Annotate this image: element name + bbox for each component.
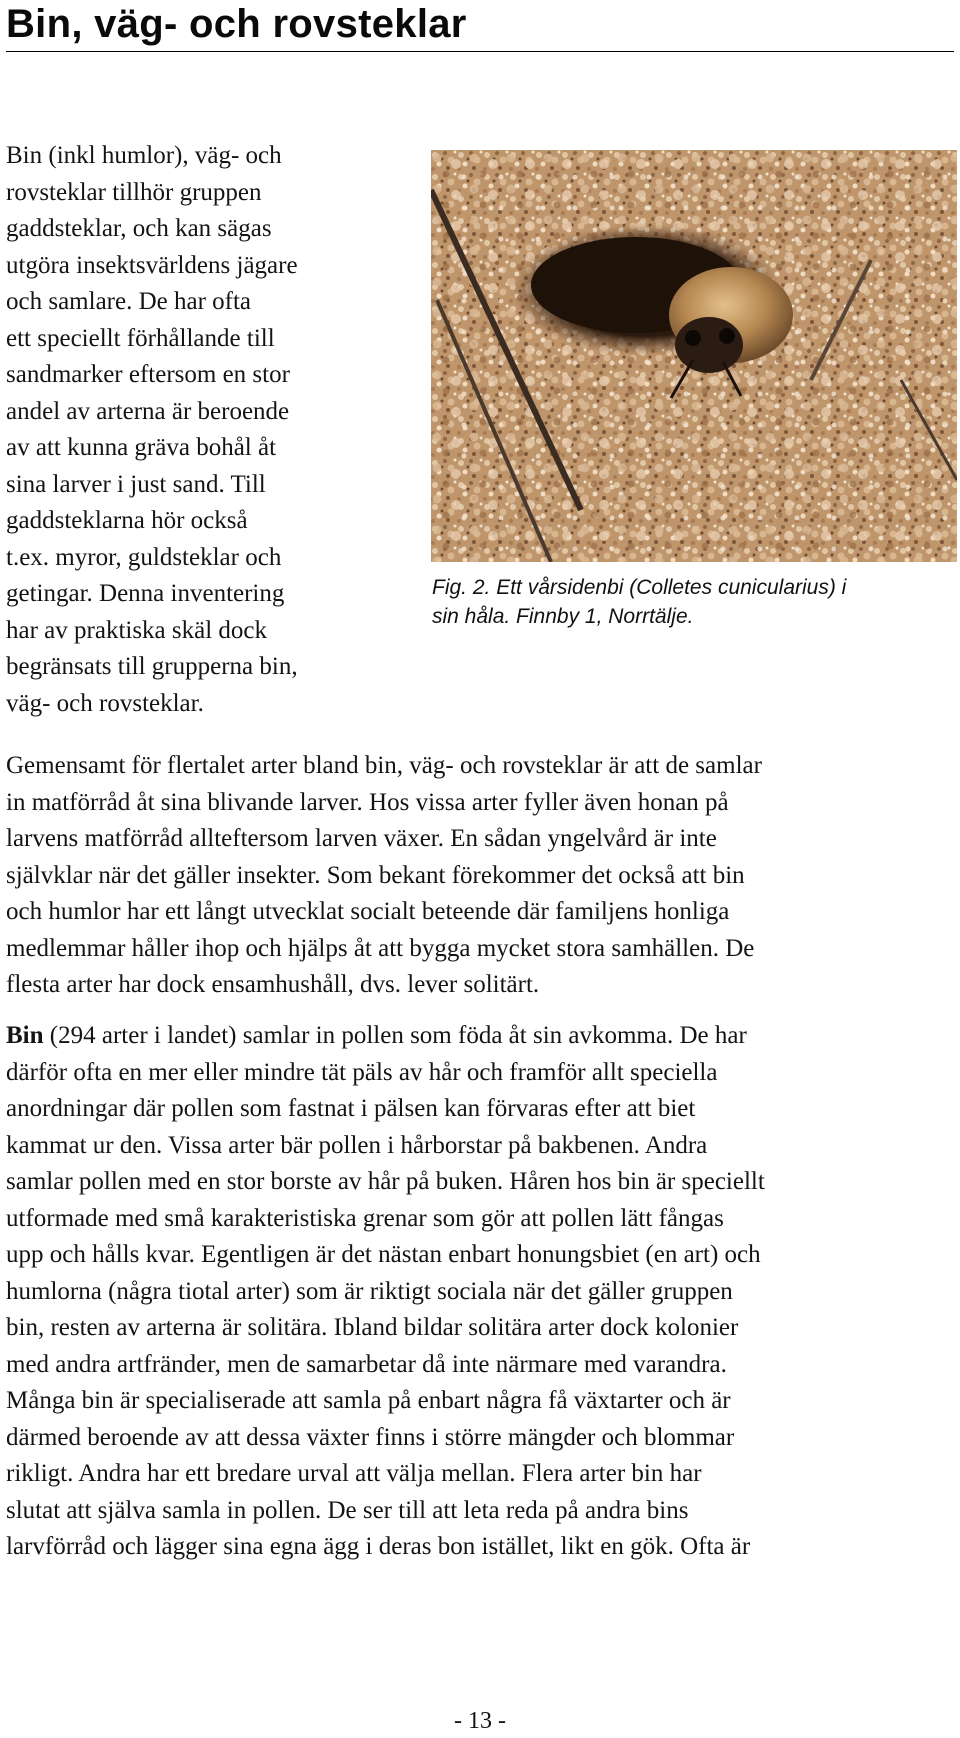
text-line: larvförråd och lägger sina egna ägg i deras bon istället, likt en gök. Ofta är	[6, 1533, 751, 1560]
page-number: - 13 -	[454, 1708, 506, 1734]
text-line: med andra artfränder, men de samarbetar då inte närmare med varandra.	[6, 1350, 727, 1378]
text-line: utformade med små karakteristiska grenar som gör att pollen lätt fångas	[6, 1204, 724, 1232]
text-line: larvens matförråd allteftersom larven växer. En sådan yngelvård är inte	[6, 825, 717, 852]
text-line: rikligt. Andra har ett bredare urval att välja mellan. Flera arter bin har	[6, 1460, 702, 1487]
caption-line: sin håla. Finnby 1, Norrtälje.	[432, 605, 694, 628]
text-line: samlar pollen med en stor borste av hår på buken. Håren hos bin är speciellt	[6, 1168, 765, 1195]
text-line: getingar. Denna inventering	[6, 580, 285, 607]
bee-photo	[431, 150, 957, 562]
text-line: sina larver i just sand. Till	[6, 470, 266, 498]
text-line: utgöra insektsvärldens jägare	[6, 251, 298, 279]
text-line: ett speciellt förhållande till	[6, 324, 275, 352]
bold-term: Bin	[6, 1022, 44, 1049]
text-line: Gemensamt för flertalet arter bland bin, väg- och rovsteklar är att de samlar	[6, 752, 762, 779]
text-line: andel av arterna är beroende	[6, 397, 290, 425]
text-line: sandmarker eftersom en stor	[6, 361, 290, 388]
text-line: humlorna (några tiotal arter) som är riktigt sociala när det gäller gruppen	[6, 1277, 733, 1305]
text-line: därför ofta en mer eller mindre tät päls av hår och framför allt speciella	[6, 1058, 718, 1086]
text-line: begränsats till grupperna bin,	[6, 653, 298, 680]
text-line: gaddsteklarna hör också	[6, 507, 248, 534]
text-line: upp och hålls kvar. Egentligen är det nästan enbart honungsbiet (en art) och	[6, 1241, 761, 1268]
text-line: in matförråd åt sina blivande larver. Hos vissa arter fyller även honan på	[6, 788, 729, 816]
text-line: har av praktiska skäl dock	[6, 616, 268, 644]
text-line: rovsteklar tillhör gruppen	[6, 178, 262, 206]
text-line: t.ex. myror, guldsteklar och	[6, 543, 282, 571]
text-line	[6, 1018, 954, 1055]
figure-caption	[432, 573, 958, 631]
text-line: flesta arter har dock ensamhushåll, dvs. lever solitärt.	[6, 971, 540, 998]
text-line: anordningar där pollen som fastnat i pälsen kan förvaras efter att biet	[6, 1095, 696, 1122]
paragraph-common-traits	[6, 748, 954, 1004]
intro-text	[6, 138, 406, 722]
text-line: självklar när det gäller insekter. Som bekant förekommer det också att bin	[6, 861, 745, 889]
text-fragment: (294 arter i landet) samlar in pollen som föda åt sin avkomma. De har	[43, 1022, 747, 1049]
paragraph-bees	[6, 1018, 954, 1566]
caption-line: Fig. 2. Ett vårsidenbi (Colletes cunicularius) i	[432, 576, 847, 599]
text-line: därmed beroende av att dessa växter finns i större mängder och blommar	[6, 1423, 735, 1451]
page-title: Bin, väg- och rovsteklar	[6, 2, 467, 46]
text-line: Bin (inkl humlor), väg- och	[6, 142, 282, 169]
title-divider	[6, 51, 954, 52]
text-line: väg- och rovsteklar.	[6, 689, 204, 717]
text-line: Många bin är specialiserade att samla på enbart några få växtarter och är	[6, 1387, 731, 1414]
text-line: av att kunna gräva bohål åt	[6, 434, 277, 461]
text-line: och humlor har ett långt utvecklat socialt beteende där familjens honliga	[6, 898, 730, 925]
text-line: medlemmar håller ihop och hjälps åt att bygga mycket stora samhällen. De	[6, 934, 755, 962]
text-line: kammat ur den. Vissa arter bär pollen i hårborstar på bakbenen. Andra	[6, 1131, 708, 1159]
text-line: gaddsteklar, och kan sägas	[6, 215, 272, 242]
text-line: slutat att själva samla in pollen. De ser till att leta reda på andra bins	[6, 1496, 689, 1524]
text-line: och samlare. De har ofta	[6, 288, 252, 315]
text-line: bin, resten av arterna är solitära. Ibland bildar solitära arter dock kolonier	[6, 1314, 739, 1341]
